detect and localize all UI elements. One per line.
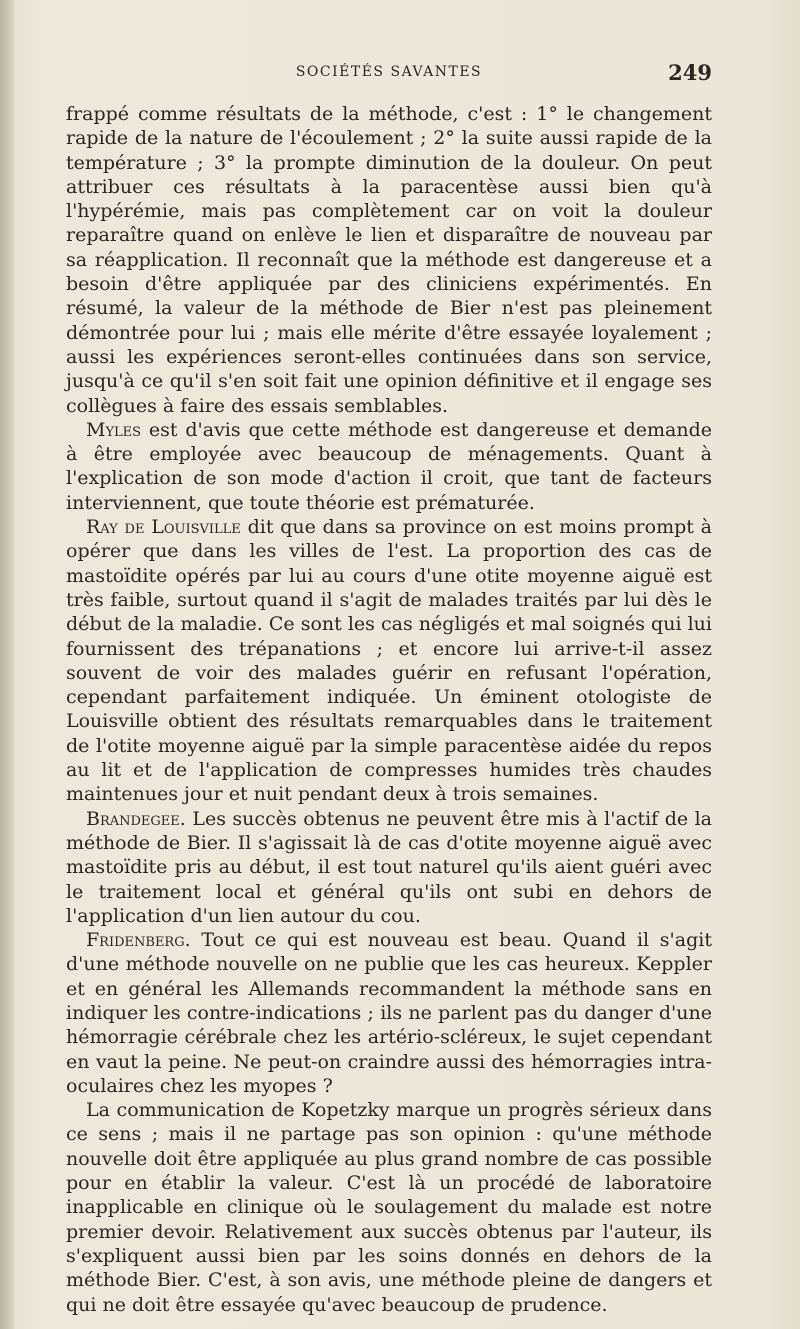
paragraph-continuation (66, 102, 712, 418)
running-title: SOCIÉTÉS SAVANTES (295, 64, 483, 80)
paragraph-fridenberg (66, 928, 712, 1098)
speaker-name: Ray de Louisville (86, 516, 241, 539)
paragraph-text: Tout ce qui est nouveau est beau. Quand il s'agit d'une méthode nouvelle on ne publie que les cas heureux. Keppler et en général les Allemands recommandent la méthode sans en indiquer les contre-indications ; ils ne parlent pas du danger d'une hémorragie cérébrale chez les artério-scléreux, le sujet cependant en vaut la peine. Ne peut-on craindre aussi des hémorragies intra-oculaires chez les myopes ? (66, 929, 712, 1097)
paragraph-text: Les succès obtenus ne peuvent être mis à l'actif de la méthode de Bier. Il s'agissait là de cas d'otite moyenne aiguë avec mastoïdite pris au début, il est tout naturel qu'ils aient guéri avec le traitement local et général qu'ils ont subi en dehors de l'application d'un lien autour du cou. (66, 807, 712, 927)
paragraph-ray (66, 515, 712, 807)
paragraph-text: dit que dans sa province on est moins prompt à opérer que dans les villes de l'est. La proportion des cas de mastoïdite opérés par lui au cours d'une otite moyenne aiguë est très faible, surtout quand il s'agit de malades traités par lui dès le début de la maladie. Ce sont les cas négligés et mal soignés qui lui fournissent des trépanations ; et encore lui arrive-t-il assez souvent de voir des malades guérir en refusant l'opération, cependant parfaitement indiquée. Un éminent otologiste de Louisville obtient des résultats remarquables dans le traitement de l'otite moyenne aiguë par la simple paracentèse aidée du repos au lit et de l'application de compresses humides très chaudes maintenues jour et nuit pendant deux à trois semaines. (66, 516, 712, 806)
body-text (66, 102, 712, 1317)
speaker-name: Fridenberg. (86, 929, 191, 952)
page-number: 249 (668, 60, 712, 85)
paragraph-text: est d'avis que cette méthode est dangereuse et demande à être employée avec beaucoup de ménagements. Quant à l'explication de son mode d'action il croit, que tant de facteurs interviennent, que toute théorie est prématurée. (66, 418, 712, 514)
paragraph-brandegee (66, 807, 712, 928)
page-header (66, 60, 712, 90)
speaker-name: Brandegee. (86, 807, 186, 830)
paragraph-text: La communication de Kopetzky marque un progrès sérieux dans ce sens ; mais il ne partage pas son opinion : qu'une méthode nouvelle doit être appliquée au plus grand nombre de cas possible pour en établir la valeur. C'est là un procédé de laboratoire inapplicable en clinique où le soulagement du malade est notre premier devoir. Relativement aux succès obtenus par l'auteur, ils s'expliquent aussi bien par les soins donnés en dehors de la méthode Bier. C'est, à son avis, une méthode pleine de dangers et qui ne doit être essayée qu'avec beaucoup de prudence. (66, 1099, 712, 1316)
paragraph-text: frappé comme résultats de la méthode, c'est : 1° le changement rapide de la nature de l'écoulement ; 2° la suite aussi rapide de la température ; 3° la prompte diminution de la douleur. On peut attribuer ces résultats à la paracentèse aussi bien qu'à l'hypérémie, mais pas complètement car on voit la douleur reparaître quand on enlève le lien et disparaître de nouveau par sa réapplication. Il reconnaît que la méthode est dangereuse et a besoin d'être appliquée par des cliniciens expérimentés. En résumé, la valeur de la méthode de Bier n'est pas pleinement démontrée pour lui ; mais elle mérite d'être essayée loyalement ; aussi les expériences seront-elles continuées dans son service, jusqu'à ce qu'il s'en soit fait une opinion définitive et il engage ses collègues à faire des essais semblables. (66, 103, 712, 417)
paragraph-kopetzky (66, 1098, 712, 1317)
paragraph-myles (66, 418, 712, 515)
speaker-name: Myles (86, 418, 142, 441)
